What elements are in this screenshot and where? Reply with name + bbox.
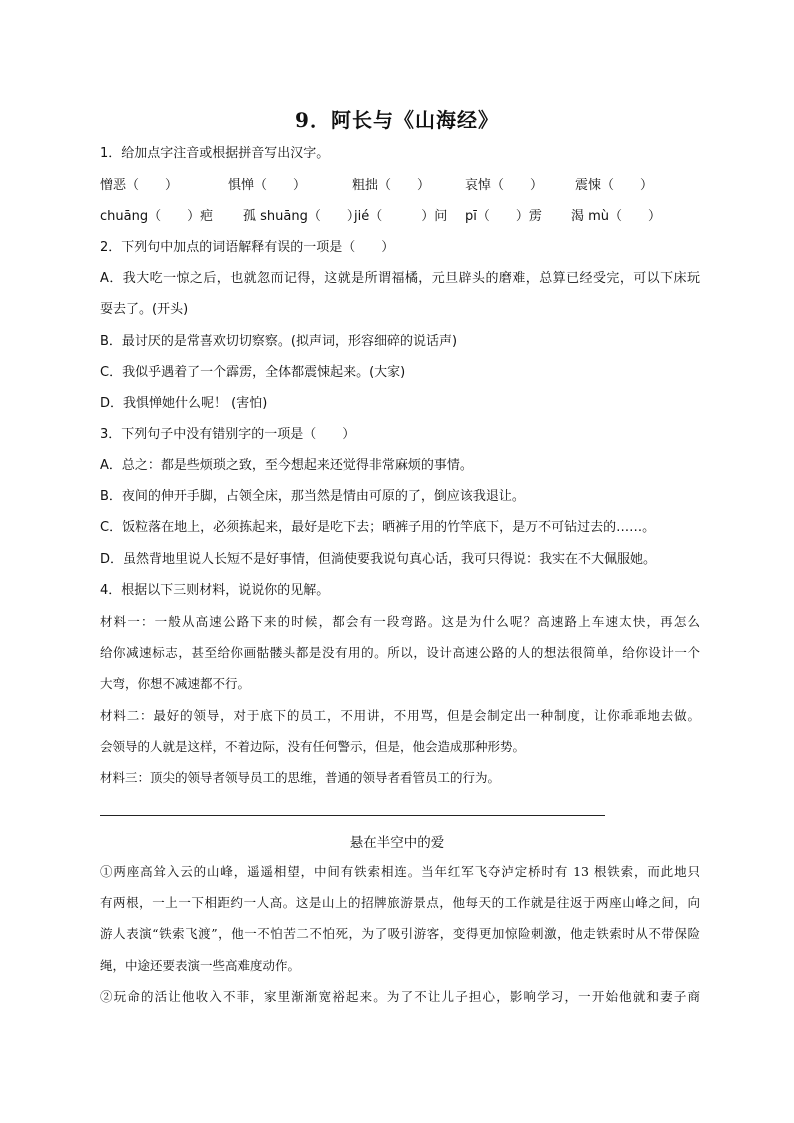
q1-row-2 [100, 209, 700, 225]
question-1-prompt: 1．给加点字注音或根据拼音写出汉字。 [100, 146, 330, 161]
q1-item: 哀悼（ ） [465, 178, 544, 193]
page-title: 9．阿长与《山海经》 [295, 108, 499, 132]
passage-line: 绳，中途还要表演一些高难度动作。 [100, 958, 301, 973]
material-1-line: 大弯，你想不减速都不行。 [100, 676, 251, 691]
q3-option-a: A．总之：都是些烦琐之致，至今想起来还觉得非常麻烦的事情。 [100, 458, 473, 473]
material-2-line: 会领导的人就是这样，不着边际，没有任何警示，但是，他会造成那种形势。 [100, 739, 526, 754]
q2-option-a: A．我大吃一惊之后，也就忽而记得，这就是所谓福橘，元旦辟头的磨难，总算已经受完，可以下床玩 [100, 271, 700, 286]
q1-item: 惧惮（ ） [228, 178, 307, 193]
q1-item: chuāng（ ）疤 [100, 209, 214, 224]
q3-option-d: D．虽然背地里说人长短不是好事情，但淌使要我说句真心话，我可只得说：我实在不大佩服她。 [100, 552, 657, 567]
passage-line: ②玩命的活让他收入不菲，家里渐渐宽裕起来。为了不让儿子担心，影响学习，一开始他就和妻子商 [100, 989, 700, 1004]
passage-line: 有两根，一上一下相距约一人高。这是山上的招牌旅游景点，他每天的工作就是往返于两座山峰之间，向 [100, 895, 700, 910]
q1-item: jié（ ）问 [354, 209, 448, 224]
q3-option-c: C．饭粒落在地上，必须拣起来，最好是吃下去；晒裤子用的竹竿底下，是万不可钻过去的……。 [100, 520, 656, 535]
q2-option-a-cont: 耍去了。(开头) [100, 302, 189, 317]
q2-option-b: B．最讨厌的是常喜欢切切察察。(拟声词，形容细碎的说话声) [100, 334, 458, 349]
question-2-prompt: 2．下列句中加点的词语解释有误的一项是（ ） [100, 240, 395, 255]
q1-item: pī（ ）雳 [465, 209, 542, 224]
material-2-line: 材料二：最好的领导，对于底下的员工，不用讲，不用骂，但是会制定出一种制度，让你乖乖地去做。 [100, 708, 700, 723]
q1-row-1 [100, 178, 700, 194]
material-1-line: 材料一：一般从高速公路下来的时候，都会有一段弯路。这是为什么呢？高速路上车速太快，再怎么 [100, 614, 700, 629]
passage-line: ①两座高耸入云的山峰，遥遥相望，中间有铁索相连。当年红军飞夺泸定桥时有 13 根铁索，而此地只 [100, 864, 700, 879]
q1-item: 粗拙（ ） [352, 178, 431, 193]
question-3-prompt: 3．下列句子中没有错别字的一项是（ ） [100, 427, 356, 442]
q1-item: 震悚（ ） [575, 178, 654, 193]
q1-item: 憎恶（ ） [100, 178, 179, 193]
q1-item: 孤 shuāng（ ） [243, 209, 360, 224]
q2-option-c: C．我似乎遇着了一个霹雳，全体都震悚起来。(大家) [100, 365, 406, 380]
answer-line [100, 815, 605, 816]
question-4-prompt: 4．根据以下三则材料，说说你的见解。 [100, 583, 330, 598]
q2-option-d: D．我惧惮她什么呢！ (害怕) [100, 396, 268, 411]
material-3-line: 材料三：顶尖的领导者领导员工的思维，普通的领导者看管员工的行为。 [100, 770, 501, 785]
material-1-line: 给你减速标志，甚至给你画骷髅头都是没有用的。所以，设计高速公路的人的想法很简单，给你设计一个 [100, 645, 700, 660]
passage-title: 悬在半空中的爱 [349, 835, 445, 851]
q1-item: 渴 mù（ ） [571, 209, 662, 224]
passage-line: 游人表演“铁索飞渡”，他一不怕苦二不怕死，为了吸引游客，变得更加惊险刺激，他走铁索时从不带保险 [100, 926, 700, 941]
q3-option-b: B．夜间的伸开手脚，占领全床，那当然是情由可原的了，倒应该我退让。 [100, 489, 525, 504]
